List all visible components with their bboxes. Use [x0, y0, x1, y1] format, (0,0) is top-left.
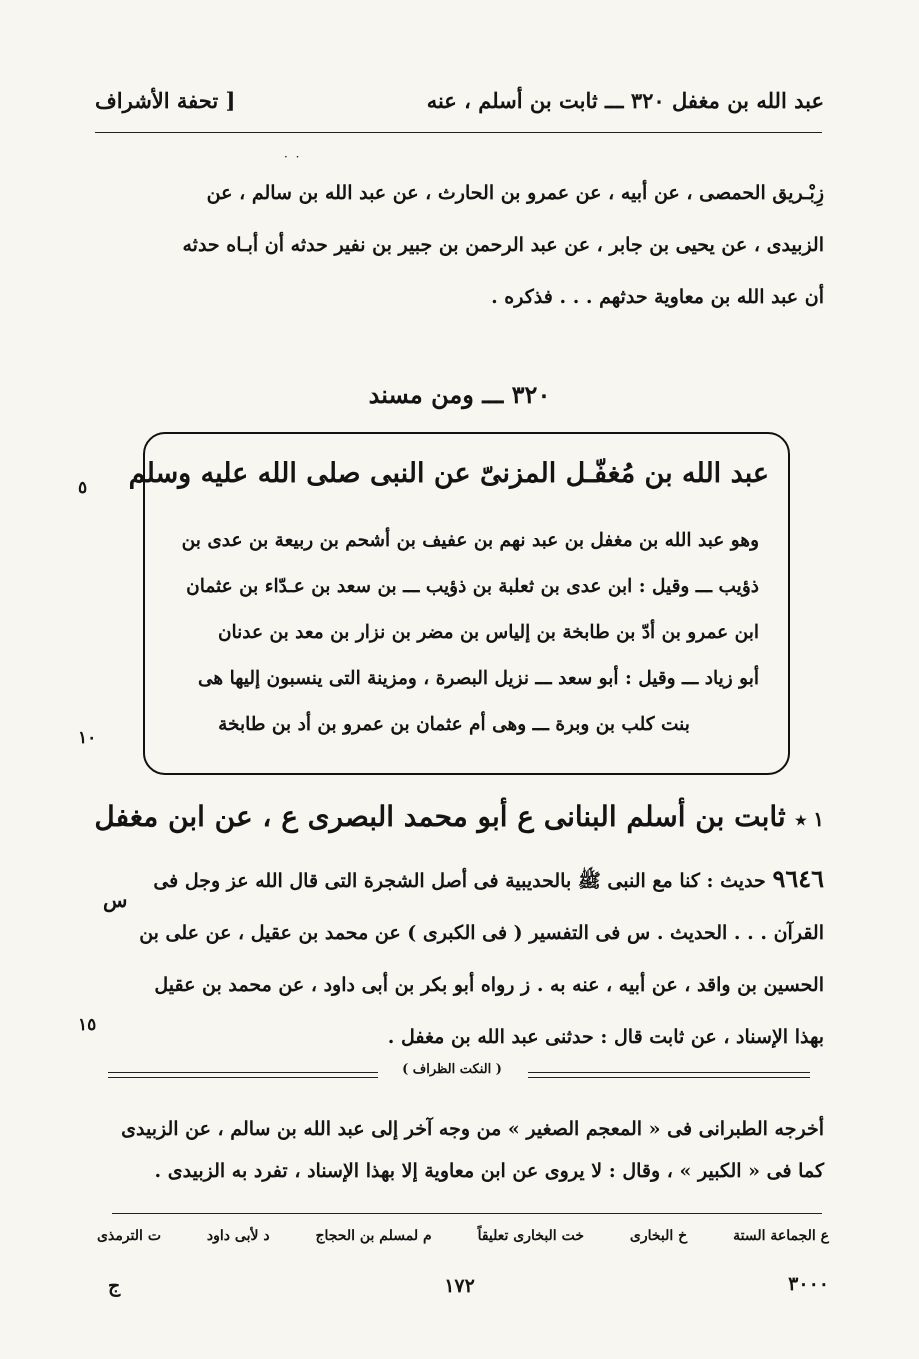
text-line: وهو عبد الله بن مغفل بن عبد نهم بن عفيف بن أشحم بن ربيعة بن عدى بن	[181, 530, 759, 551]
siglum-item: ت الترمذى	[97, 1228, 161, 1244]
sigla-key	[97, 1228, 829, 1244]
text-line: كما فى « الكبير » ، وقال : لا يروى عن ابن معاوية إلا بهذا الإسناد ، تفرد به الزبيدى .	[154, 1160, 824, 1182]
margin-siglum: س	[103, 888, 128, 912]
hadith-entry	[97, 853, 824, 1063]
ornament-rule	[528, 1077, 810, 1078]
siglum-item: خ البخارى	[629, 1228, 688, 1244]
ornament-rule	[108, 1077, 378, 1078]
line-number-15: ١٥	[78, 1015, 97, 1035]
text-line: الزبيدى ، عن يحيى بن جابر ، عن عبد الرحمن بن جبير بن نفير حدثه أن أبـاه حدثه	[182, 234, 824, 256]
text-line: أخرجه الطبرانى فى « المعجم الصغير » من وجه آخر إلى عبد الله بن سالم ، عن الزبيدى	[121, 1118, 824, 1140]
text-line: القرآن . . . الحديث . س فى التفسير ( فى الكبرى ) عن محمد بن عقيل ، عن على بن	[139, 922, 824, 944]
hadith-first-line	[97, 853, 824, 907]
ink-speck: · ·	[284, 150, 302, 164]
running-header-book: [ تحفة الأشراف	[95, 88, 236, 113]
text-line: حديث : كنا مع النبى ﷺ بالحديبية فى أصل الشجرة التى قال الله عز وجل فى	[153, 870, 766, 892]
biography-heading: عبد الله بن مُغفّـل المزنىّ عن النبى صلى الله عليه وسلم	[128, 458, 769, 489]
text-line: بنت كلب بن وبرة ـــ وهى أم عثمان بن عمرو بن أد بن طابخة	[218, 714, 690, 735]
text-line: ابن عمرو بن أدّ بن طابخة بن إلياس بن مضر بن نزار بن معد بن عدنان	[217, 622, 759, 643]
text-line: أبو زياد ـــ وقيل : أبو سعد ـــ نزيل البصرة ، ومزينة التى ينسبون إليها هى	[197, 668, 759, 689]
section-title: ٣٢٠ ـــ ومن مسند	[368, 380, 551, 409]
siglum-item: خت البخارى تعليقاً	[477, 1228, 584, 1244]
text-line: ذؤيب ـــ وقيل : ابن عدى بن ثعلبة بن ذؤيب ـــ بن سعد بن عـدّاء بن عثمان	[186, 576, 759, 597]
text-line: الحسين بن واقد ، عن أبيه ، عنه به . ز رواه أبو بكر بن أبى داود ، عن محمد بن عقيل	[154, 974, 824, 996]
opening-paragraph	[97, 167, 824, 323]
siglum-item: م لمسلم بن الحجاج	[315, 1228, 432, 1244]
entry-marker: ١ ⭑	[795, 807, 824, 831]
hadith-number: ٩٦٤٦	[772, 864, 824, 893]
running-header-title: عبد الله بن مغفل ٣٢٠ ـــ ثابت بن أسلم ، عنه	[426, 88, 824, 113]
ornament-rule	[108, 1072, 378, 1073]
text-line: بهذا الإسناد ، عن ثابت قال : حدثنى عبد الله بن مغفل .	[387, 1026, 824, 1048]
text-line: أن عبد الله بن معاوية حدثهم . . . فذكره .	[491, 286, 824, 308]
line-number-10: ١٠	[78, 728, 97, 748]
page-number: ١٧٢	[444, 1275, 475, 1297]
siglum-item: ع الجماعة الستة	[733, 1228, 829, 1244]
line-number-5: ٥	[78, 478, 88, 498]
siglum-item: د لأبى داود	[206, 1228, 270, 1244]
biography-text	[149, 518, 759, 748]
header-rule	[95, 132, 822, 133]
commentary-paragraph	[97, 1108, 824, 1192]
text-line: زِبْـريق الحمصى ، عن أبيه ، عن عمرو بن الحارث ، عن عبد الله بن سالم ، عن	[206, 182, 824, 204]
volume-mark: ج	[108, 1275, 121, 1297]
ornament-rule	[528, 1072, 810, 1073]
footer-rule	[112, 1213, 822, 1214]
entry-heading	[94, 800, 824, 833]
entry-heading-text: ثابت بن أسلم البنانى ع أبو محمد البصرى ع ، عن ابن مغفل	[94, 800, 786, 833]
ornament-label: ( النكت الظراف )	[402, 1062, 502, 1077]
printer-signature: ٣٠٠٠	[788, 1273, 829, 1295]
